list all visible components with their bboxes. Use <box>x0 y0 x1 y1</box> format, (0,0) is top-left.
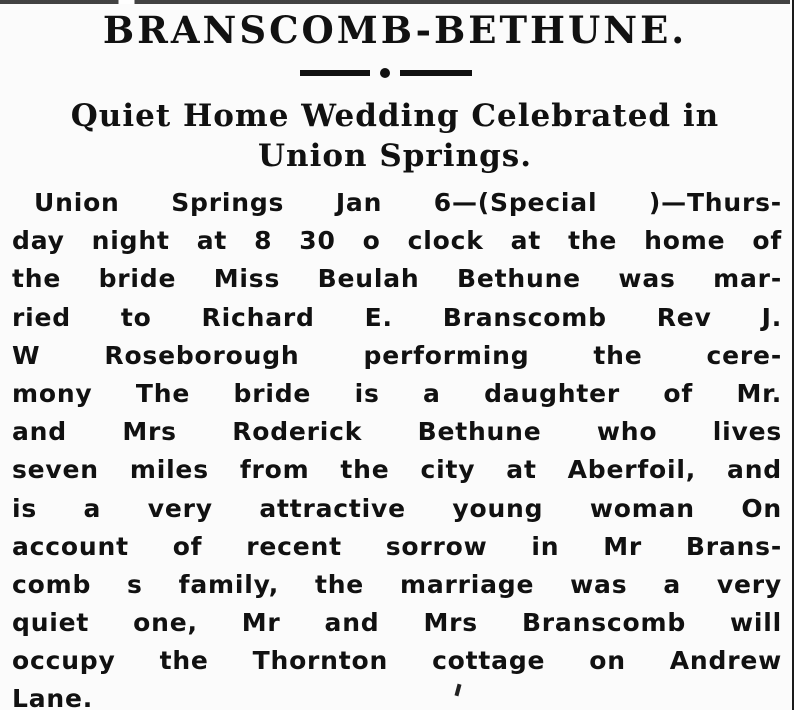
body-line: seven miles from the city at Aberfoil, and <box>12 455 782 485</box>
body-line: comb s family, the marriage was a very <box>12 569 782 599</box>
headline: BRANSCOMB-BETHUNE. <box>102 8 688 52</box>
body-line: occupy the Thornton cottage on Andrew <box>12 646 782 676</box>
body-line: day night at 8 30 o clock at the home of <box>12 226 782 256</box>
body-line: ried to Richard E. Branscomb Rev J. <box>12 302 782 332</box>
body-line: account of recent sorrow in Mr Brans- <box>12 531 782 561</box>
body-line: Union Springs Jan 6—(Special )—Thurs- <box>34 188 782 217</box>
body-line: Lane. <box>12 684 94 710</box>
body-line: W Roseborough performing the cere- <box>12 340 782 370</box>
divider-dot <box>380 68 390 78</box>
body-line: mony The bride is a daughter of Mr. <box>12 378 782 408</box>
divider-dash-left <box>300 70 370 76</box>
article-body <box>12 184 782 710</box>
divider-dash-right <box>400 70 472 76</box>
right-column-rule <box>792 0 800 710</box>
subheadline-line-1: Quiet Home Wedding Celebrated in <box>70 98 720 134</box>
subheadline <box>0 96 790 176</box>
ornamental-divider <box>300 68 472 78</box>
body-line: and Mrs Roderick Bethune who lives <box>12 417 782 447</box>
body-line: the bride Miss Beulah Bethune was mar- <box>12 264 782 294</box>
subheadline-line-2: Union Springs. <box>258 138 532 174</box>
body-line: quiet one, Mr and Mrs Branscomb will <box>12 608 782 638</box>
body-line: is a very attractive young woman On <box>12 493 782 523</box>
